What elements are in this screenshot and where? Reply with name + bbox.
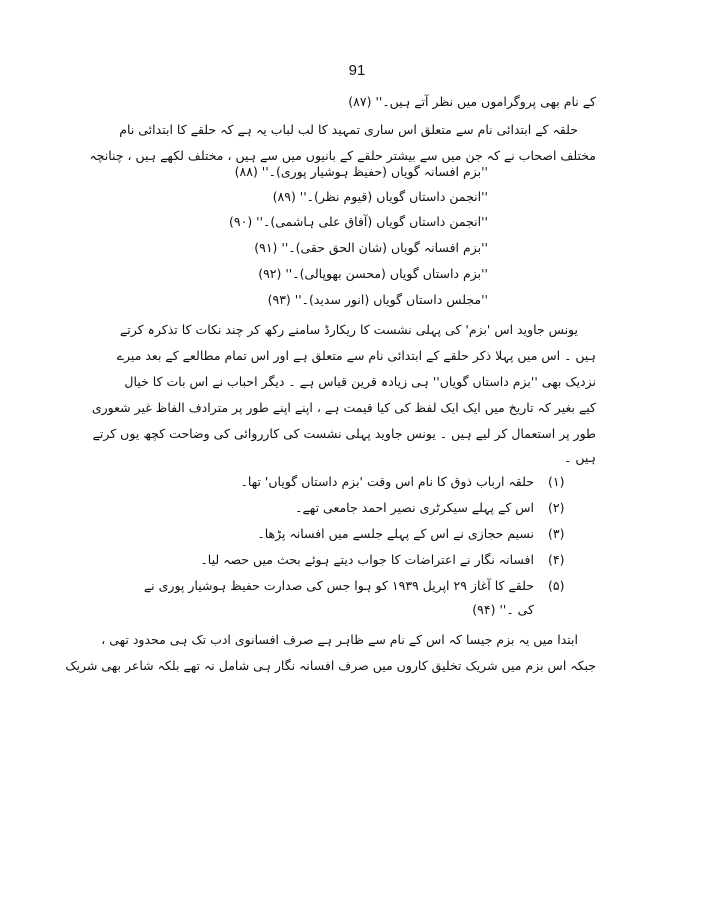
quote-line-5: ''بزم داستاں گویاں (محسن بھوپالی)۔'' (۹۲) bbox=[258, 266, 488, 281]
list-item-text: حلقہ ارباب ذوق کا نام اس وقت 'بزم داستاں گویاں' تھا۔ bbox=[240, 474, 534, 489]
para2-line-3: نزدیک بھی ''بزم داستاں گویاں'' ہی زیادہ قرین قیاس ہے ۔ دیگر احباب نے اس بات کا خیال bbox=[124, 374, 596, 389]
list-item-number: (۳) bbox=[548, 526, 565, 541]
list-item-text: نسیم حجازی نے اس کے پہلے جلسے میں افسانہ پڑھا۔ bbox=[257, 526, 534, 541]
quote-line-4: ''بزم افسانہ گویاں (شان الحق حقی)۔'' (۹۱) bbox=[254, 240, 488, 255]
para2-line-2: ہیں ۔ اس میں پہلا ذکر حلقے کے ابتدائی نام سے متعلق ہے اور اس تمام مطالعے کے بعد میرے bbox=[116, 348, 596, 363]
para3-line-1: ابتدا میں یہ بزم جیسا کہ اس کے نام سے ظاہر ہے صرف افسانوی ادب تک ہی محدود تھی ، bbox=[101, 632, 578, 647]
para3-line-2: جبکہ اس بزم میں شریک تخلیق کاروں میں صرف افسانہ نگار ہی شامل نہ تھے بلکہ شاعر بھی شریک bbox=[65, 658, 596, 673]
para2-line-4: کیے بغیر کہ تاریخ میں ایک ایک لفظ کی کیا قیمت ہے ، اپنے اپنے طور پر مترادف الفاظ غیر شعوری bbox=[91, 400, 596, 415]
list-item-text: افسانہ نگار نے اعتراضات کا جواب دیتے ہوئے بحث میں حصہ لیا۔ bbox=[200, 552, 534, 567]
quote-line-6: ''مجلس داستاں گویاں (انور سدید)۔'' (۹۳) bbox=[267, 292, 488, 307]
para2-line-5: طور پر استعمال کر لیے ہیں ۔ یونس جاوید پہلی نشست کی کارروائی کی وضاحت کچھ یوں کرتے bbox=[92, 426, 596, 441]
quote-line-2: ''انجمن داستاں گویاں (قیوم نظر)۔'' (۸۹) bbox=[272, 189, 488, 204]
intro-line-2: حلقہ کے ابتدائی نام سے متعلق اس ساری تمہید کا لب لباب یہ ہے کہ حلقے کا ابتدائی نام bbox=[119, 122, 578, 137]
list-item-continuation: کی ۔'' (۹۴) bbox=[472, 602, 534, 617]
para2-line-6: ہیں ۔ bbox=[564, 450, 596, 465]
list-item-text: اس کے پہلے سیکرٹری نصیر احمد جامعی تھے۔ bbox=[295, 500, 534, 515]
para2-line-1: یونس جاوید اس 'بزم' کی پہلی نشست کا ریکارڈ سامنے رکھ کر چند نکات کا تذکرہ کرتے bbox=[119, 322, 578, 337]
intro-line-1: کے نام بھی پروگراموں میں نظر آتے ہیں۔'' (۸۷) bbox=[348, 94, 596, 109]
quote-line-1: ''بزم افسانہ گویاں (حفیظ ہوشیار پوری)۔'' (۸۸) bbox=[234, 164, 488, 179]
list-item-number: (۱) bbox=[548, 474, 565, 489]
list-item-text: حلقے کا آغاز ۲۹ اپریل ۱۹۳۹ کو ہوا جس کی صدارت حفیظ ہوشیار پوری نے bbox=[143, 578, 534, 593]
list-item-number: (۵) bbox=[548, 578, 565, 593]
list-item-number: (۴) bbox=[548, 552, 565, 567]
quote-line-3: ''انجمن داستاں گویاں (آفاق علی ہاشمی)۔'' (۹۰) bbox=[228, 214, 488, 229]
intro-line-3: مختلف اصحاب نے کہ جن میں سے بیشتر حلقے کے بانیوں میں سے ہیں ، مختلف لکھے ہیں ، چنانچہ bbox=[89, 148, 596, 163]
page-number: 91 bbox=[348, 62, 366, 79]
list-item-number: (۲) bbox=[548, 500, 565, 515]
